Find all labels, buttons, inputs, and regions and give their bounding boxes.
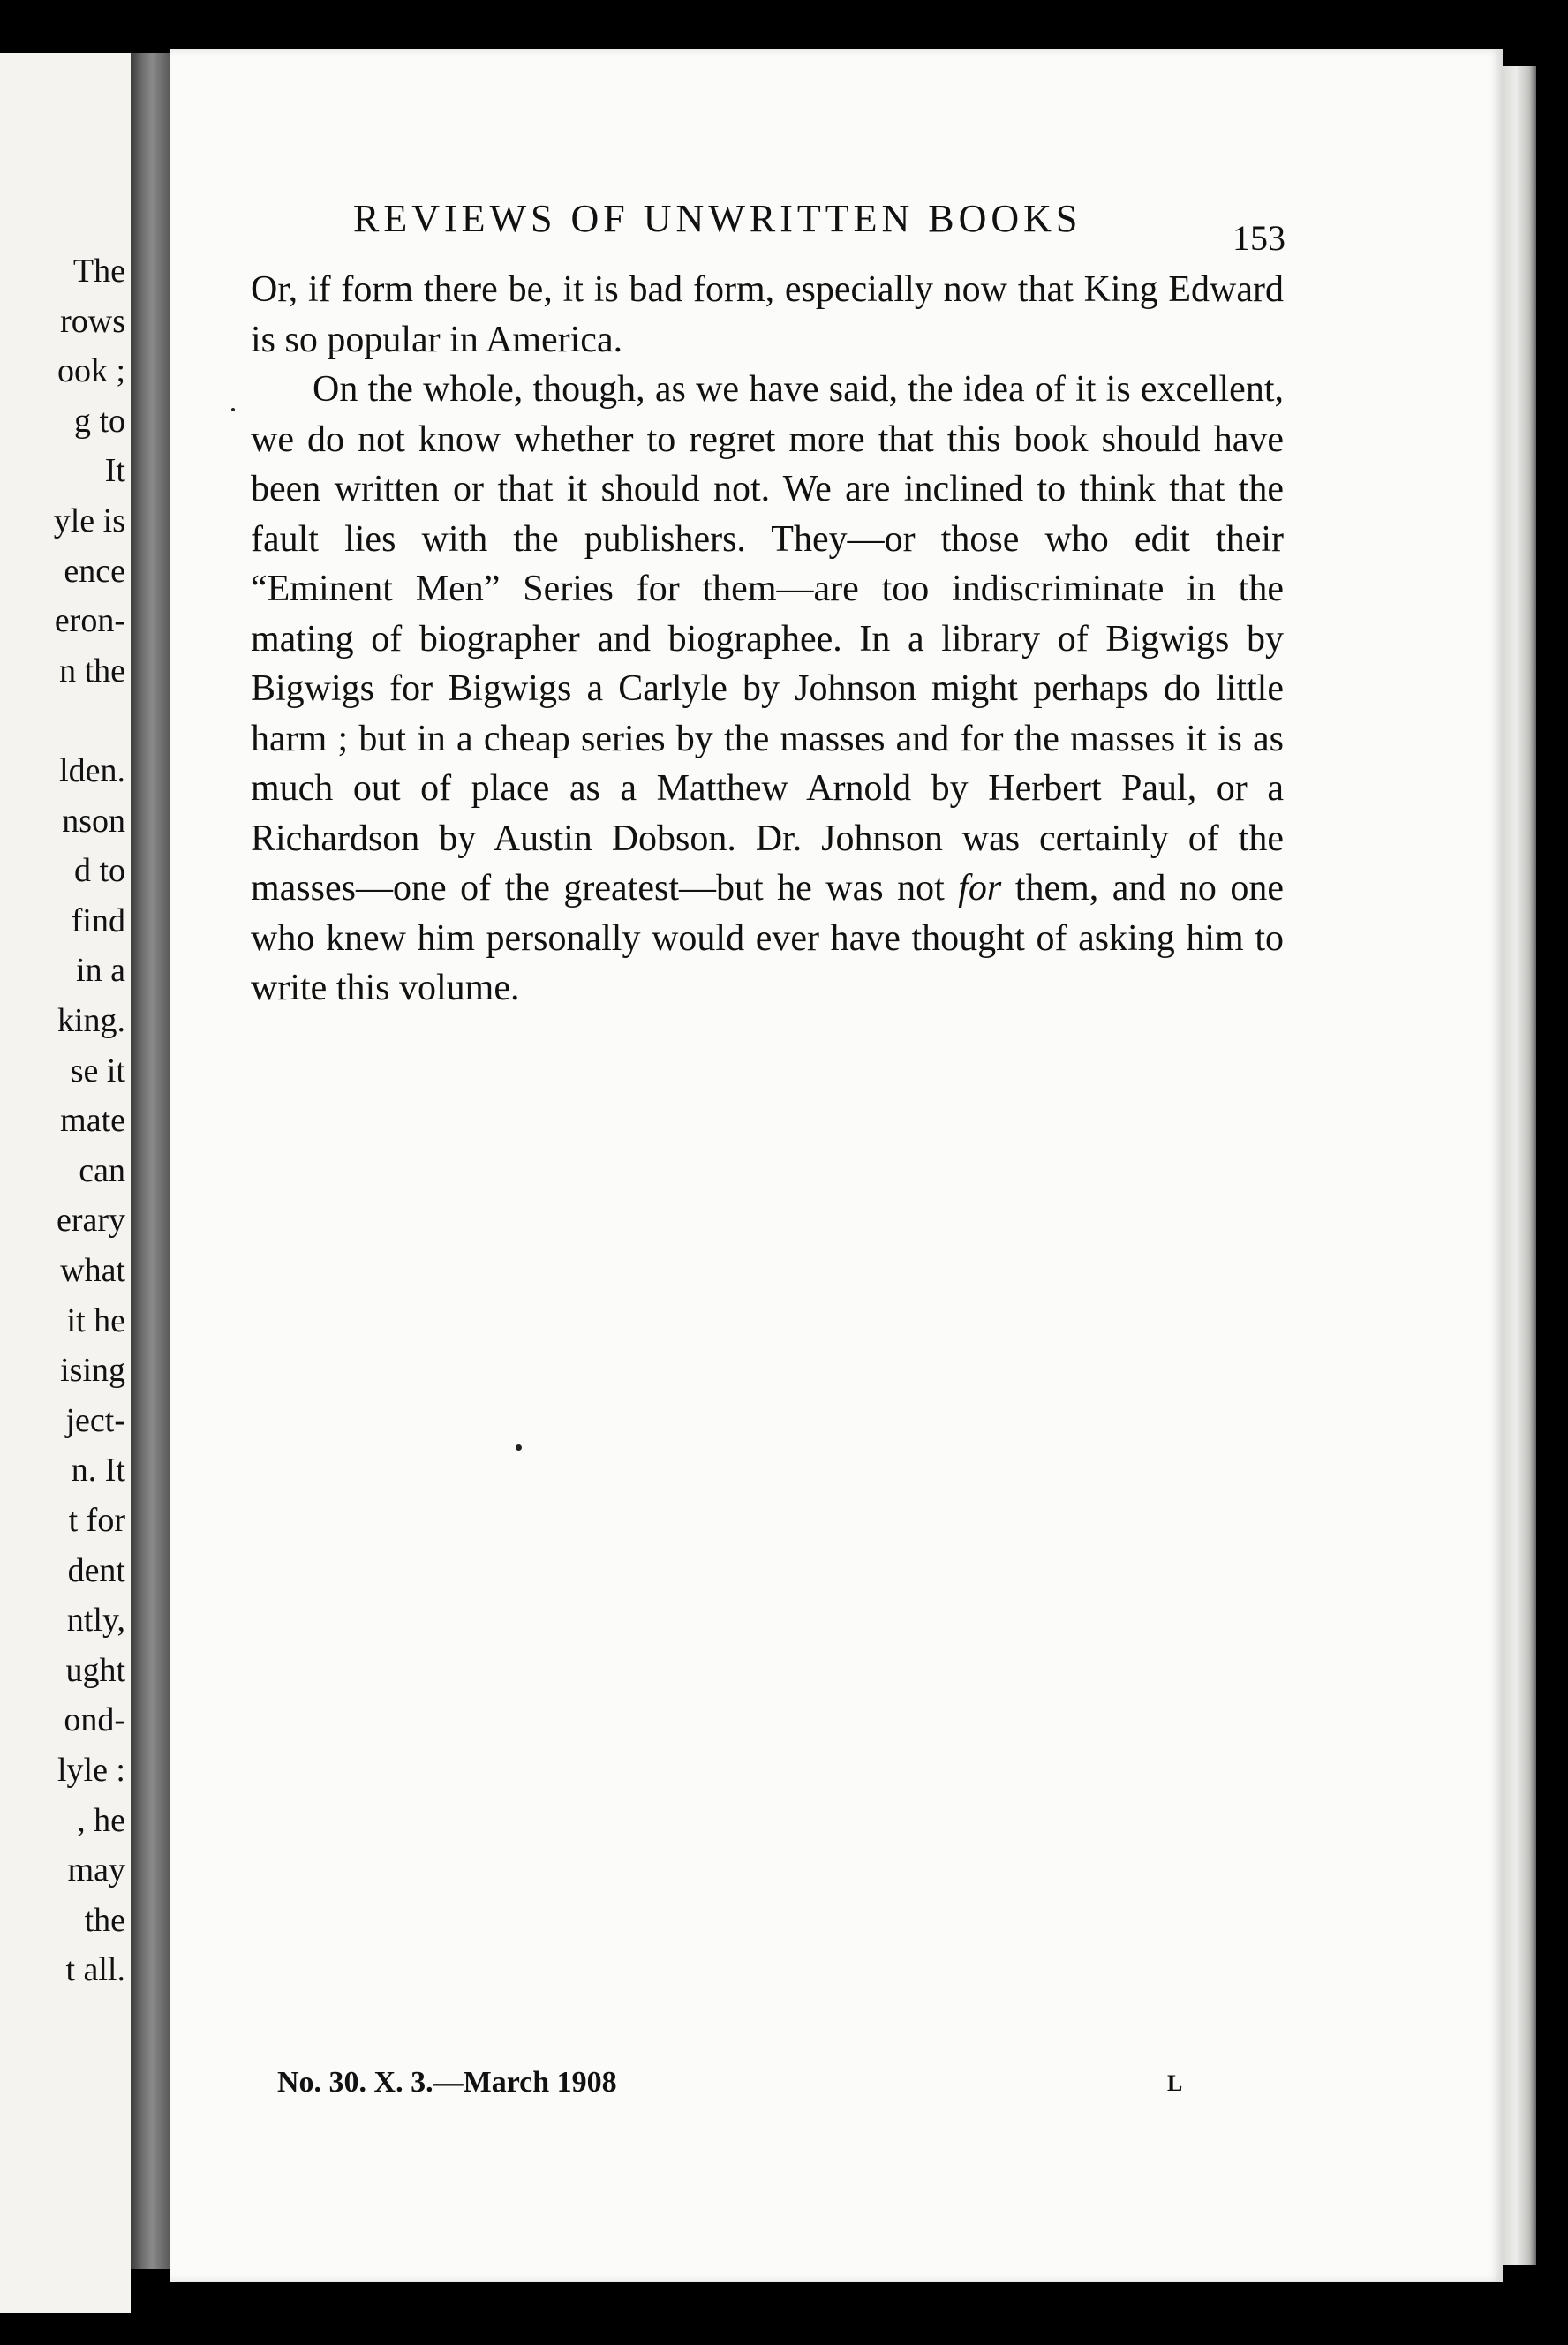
page-edge: [1503, 66, 1536, 2265]
left-page-line: nson: [62, 802, 125, 840]
left-page-line: rows: [60, 302, 125, 340]
page-number: 153: [1233, 218, 1285, 258]
left-page-line: ught: [65, 1651, 125, 1689]
footer-mark: L: [1167, 2070, 1183, 2096]
left-page-line: d to: [73, 852, 125, 890]
left-page-line: may: [67, 1851, 125, 1889]
book-gutter: [131, 53, 170, 2269]
left-page-line: The: [72, 253, 125, 290]
left-page-line: dent: [67, 1551, 125, 1589]
left-page-line: t all.: [65, 1951, 125, 1989]
left-page-line: can: [79, 1151, 125, 1189]
footer-signature: No. 30. X. 3.—March 1908: [277, 2066, 617, 2099]
left-page-line: t for: [68, 1502, 125, 1539]
left-facing-page: [0, 53, 131, 2313]
left-page-line: erary: [56, 1202, 125, 1240]
left-page-line: eron-: [54, 602, 125, 640]
italic-word: for: [958, 868, 1002, 909]
left-page-line: n. It: [71, 1451, 125, 1489]
ink-speck: [231, 408, 235, 411]
left-page-line: ject-: [65, 1401, 125, 1439]
left-page-line: ence: [64, 552, 125, 590]
left-page-line: lyle :: [57, 1752, 125, 1789]
left-page-line: n the: [59, 652, 125, 690]
left-page-line: it he: [66, 1301, 125, 1339]
paragraph-2: [251, 365, 1284, 1014]
left-page-line: ising: [60, 1352, 125, 1390]
body-text: [251, 265, 1284, 1014]
paragraph-2-tail: them, and no one who knew him personally would ever have thought of asking him to write this volume.: [251, 868, 1285, 1008]
paragraph-2-text: On the whole, though, as we have said, the idea of it is excellent, we do not know whether to regret more that this book should have been written or that it should not. We are inclined to think that the fault lies with the publishers. They—or those who edit their “Eminent Men” Series for them—are too indiscriminate in the mating of biographer and biographee. In a library of Bigwigs by Bigwigs for Bigwigs a Carlyle by Johnson might perhaps do little harm ; but in a cheap series by the masses and for the masses it is as much out of place as a Matthew Arnold by Herbert Paul, or a Richardson by Austin Dobson. Dr. Johnson was certainly of the masses—one of the greatest—but he was not: [251, 369, 1284, 909]
ink-speck: [516, 1444, 522, 1451]
left-page-line: lden.: [59, 752, 125, 789]
left-page-line: find: [71, 901, 125, 939]
left-page-line: ond-: [64, 1701, 125, 1739]
left-page-line: g to: [73, 402, 125, 440]
left-page-line: king.: [57, 1002, 125, 1039]
left-page-line: ook ;: [57, 352, 125, 390]
left-page-line: se it: [70, 1052, 125, 1090]
paragraph-1: Or, if form there be, it is bad form, especially now that King Edward is so popular in America.: [251, 269, 1284, 360]
left-page-line: mate: [60, 1102, 125, 1140]
left-page-line: , he: [77, 1801, 125, 1839]
running-head: REVIEWS OF UNWRITTEN BOOKS: [353, 197, 1082, 240]
left-page-line: yle is: [53, 502, 125, 539]
left-page-line: what: [60, 1252, 125, 1289]
left-page-line: It: [104, 452, 125, 490]
left-page-line: the: [84, 1901, 125, 1939]
left-page-line: in a: [76, 952, 125, 990]
left-page-line: ntly,: [66, 1602, 125, 1640]
